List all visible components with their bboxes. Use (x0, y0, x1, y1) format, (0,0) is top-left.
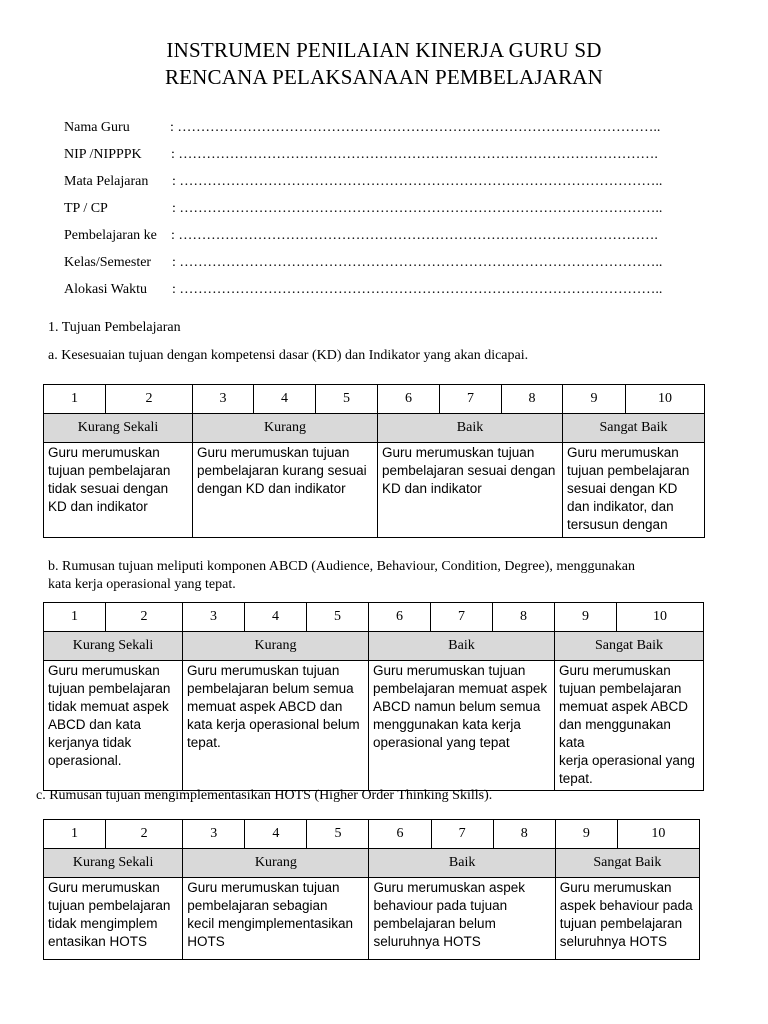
description-line: dan indikator, dan (567, 499, 674, 514)
description-line: memuat aspek ABCD dan (187, 699, 343, 714)
description-kurang-sekali (44, 878, 183, 960)
criterion-a-heading: a. Kesesuaian tujuan dengan kompetensi dasar (KD) dan Indikator yang akan dicapai. (48, 348, 529, 363)
category-baik: Baik (378, 414, 563, 443)
description-line: dan menggunakan kata (559, 717, 671, 750)
field-label: NIP /NIPPPK (64, 147, 142, 162)
description-baik (369, 661, 555, 791)
score-cell: 9 (555, 603, 617, 632)
field-mata-pelajaran (64, 172, 724, 199)
description-line: Guru merumuskan (559, 880, 672, 895)
description-line: tujuan pembelajaran (48, 898, 171, 913)
field-pembelajaran-ke (64, 226, 724, 253)
description-row (44, 443, 705, 538)
category-sangat-baik: Sangat Baik (563, 414, 705, 443)
document-title-line2: RENCANA PELAKSANAAN PEMBELAJARAN (164, 65, 604, 89)
category-row (44, 849, 700, 878)
description-line: kerjanya tidak (48, 735, 132, 750)
score-cell: 6 (378, 385, 440, 414)
category-sangat-baik: Sangat Baik (555, 632, 704, 661)
score-cell: 4 (245, 603, 307, 632)
field-value: : ………………………………………………………………………………………….. (170, 120, 661, 135)
identity-fields (64, 118, 724, 307)
description-line: tersusun dengan (567, 517, 668, 532)
score-row (44, 820, 700, 849)
rubric-table-c (43, 819, 700, 960)
description-line: seluruhnya HOTS (373, 934, 481, 949)
description-line: pembelajaran belum (373, 916, 496, 931)
field-label: Alokasi Waktu (64, 282, 147, 297)
description-line: Guru merumuskan (48, 445, 160, 460)
criterion-b-heading-line2: kata kerja operasional yang tepat. (48, 577, 236, 592)
description-line: Guru merumuskan (48, 663, 160, 678)
score-cell: 3 (183, 603, 245, 632)
description-kurang (183, 878, 369, 960)
score-cell: 6 (369, 820, 431, 849)
description-kurang-sekali (44, 661, 183, 791)
category-baik: Baik (369, 849, 555, 878)
score-cell: 9 (555, 820, 617, 849)
description-sangat-baik (555, 878, 699, 960)
category-kurang-sekali: Kurang Sekali (44, 414, 193, 443)
field-value: : ………………………………………………………………………………………….. (172, 174, 663, 189)
description-line: dengan KD dan indikator (197, 481, 346, 496)
criterion-b-heading-line1: b. Rumusan tujuan meliputi komponen ABCD (Audience, Behaviour, Condition, Degree), menggunakan (48, 559, 635, 574)
category-kurang-sekali: Kurang Sekali (44, 849, 183, 878)
description-line: pembelajaran kurang sesuai (197, 463, 367, 478)
description-line: KD dan indikator (48, 499, 148, 514)
field-label: Kelas/Semester (64, 255, 152, 270)
description-row (44, 661, 704, 791)
field-label: TP / CP (64, 201, 108, 216)
description-line: kata kerja operasional belum (187, 717, 360, 732)
description-line: tujuan pembelajaran (559, 681, 682, 696)
category-sangat-baik: Sangat Baik (555, 849, 699, 878)
description-line: Guru merumuskan aspek (373, 880, 526, 895)
description-line: ABCD dan kata (48, 717, 142, 732)
score-cell: 10 (617, 820, 699, 849)
score-cell: 1 (44, 820, 106, 849)
description-line: pembelajaran memuat aspek (373, 681, 548, 696)
rubric-table-b (43, 602, 704, 791)
field-kelas-semester (64, 253, 724, 280)
document-title-line1: INSTRUMEN PENILAIAN KINERJA GURU SD (166, 38, 602, 62)
description-kurang-sekali (44, 443, 193, 538)
description-line: pembelajaran sebagian (187, 898, 328, 913)
field-label: Pembelajaran ke (64, 228, 157, 243)
score-cell: 8 (493, 603, 555, 632)
score-row (44, 385, 705, 414)
description-line: seluruhnya HOTS (559, 934, 668, 949)
description-line: tidak sesuai dengan (48, 481, 169, 496)
description-line: Guru merumuskan tujuan (373, 663, 526, 678)
score-cell: 2 (106, 603, 183, 632)
description-line: Guru merumuskan (559, 663, 671, 678)
category-kurang: Kurang (183, 632, 369, 661)
description-line: pembelajaran sesuai dengan (382, 463, 556, 478)
score-cell: 1 (44, 603, 106, 632)
score-cell: 10 (626, 385, 705, 414)
description-kurang (183, 661, 369, 791)
score-cell: 8 (493, 820, 555, 849)
description-line: aspek behaviour pada (559, 898, 693, 913)
description-line: tujuan pembelajaran (48, 463, 171, 478)
description-line: kerja operasional yang (559, 753, 695, 768)
description-line: menggunakan kata kerja (373, 717, 521, 732)
score-cell: 8 (502, 385, 563, 414)
score-cell: 7 (440, 385, 502, 414)
category-kurang: Kurang (193, 414, 378, 443)
description-line: Guru merumuskan (567, 445, 679, 460)
description-line: kecil mengimplementasikan (187, 916, 354, 931)
score-row (44, 603, 704, 632)
score-cell: 1 (44, 385, 106, 414)
description-line: tidak mengimplem (48, 916, 158, 931)
score-cell: 10 (617, 603, 704, 632)
score-cell: 5 (307, 603, 369, 632)
description-line: KD dan indikator (382, 481, 482, 496)
criterion-c-heading: c. Rumusan tujuan mengimplementasikan HOTS (Higher Order Thinking Skills). (36, 788, 493, 803)
description-sangat-baik (555, 661, 704, 791)
field-tp-cp (64, 199, 724, 226)
description-line: ABCD namun belum semua (373, 699, 541, 714)
score-cell: 4 (245, 820, 307, 849)
score-cell: 5 (316, 385, 378, 414)
field-value: : ………………………………………………………………………………………….. (172, 255, 663, 270)
description-baik (378, 443, 563, 538)
score-cell: 5 (307, 820, 369, 849)
score-cell: 9 (563, 385, 626, 414)
rubric-table-a (43, 384, 705, 538)
description-line: operasional yang tepat (373, 735, 510, 750)
field-value: : ………………………………………………………………………………………….. (172, 201, 663, 216)
field-value: : …………………………………………………………………………………………. (171, 147, 658, 162)
description-line: entasikan HOTS (48, 934, 148, 949)
field-value: : ………………………………………………………………………………………….. (172, 282, 663, 297)
category-kurang: Kurang (183, 849, 369, 878)
description-line: tujuan pembelajaran (567, 463, 690, 478)
category-row (44, 414, 705, 443)
score-cell: 2 (106, 385, 193, 414)
category-kurang-sekali: Kurang Sekali (44, 632, 183, 661)
description-line: behaviour pada tujuan (373, 898, 508, 913)
score-cell: 6 (369, 603, 431, 632)
description-line: Guru merumuskan (48, 880, 160, 895)
description-line: tujuan pembelajaran (48, 681, 171, 696)
description-line: pembelajaran belum semua (187, 681, 354, 696)
description-line: Guru merumuskan tujuan (187, 880, 340, 895)
description-line: HOTS (187, 934, 225, 949)
section-heading: 1. Tujuan Pembelajaran (48, 320, 181, 335)
description-sangat-baik (563, 443, 705, 538)
description-line: Guru merumuskan tujuan (187, 663, 340, 678)
score-cell: 7 (431, 603, 493, 632)
category-baik: Baik (369, 632, 555, 661)
field-nama-guru (64, 118, 724, 145)
field-label: Mata Pelajaran (64, 174, 149, 189)
description-line: tepat. (187, 735, 221, 750)
field-nip (64, 145, 724, 172)
score-cell: 3 (193, 385, 254, 414)
field-alokasi-waktu (64, 280, 724, 307)
score-cell: 3 (183, 820, 245, 849)
score-cell: 4 (254, 385, 316, 414)
score-cell: 2 (106, 820, 183, 849)
field-value: : …………………………………………………………………………………………. (171, 228, 658, 243)
description-line: memuat aspek ABCD (559, 699, 689, 714)
field-label: Nama Guru (64, 120, 130, 135)
description-line: Guru merumuskan tujuan (382, 445, 535, 460)
description-line: tujuan pembelajaran (559, 916, 683, 931)
description-line: operasional. (48, 753, 122, 768)
description-line: Guru merumuskan tujuan (197, 445, 350, 460)
description-kurang (193, 443, 378, 538)
description-line: tidak memuat aspek (48, 699, 169, 714)
score-cell: 7 (431, 820, 493, 849)
description-row (44, 878, 700, 960)
description-line: sesuai dengan KD (567, 481, 678, 496)
description-line: tepat. (559, 771, 593, 786)
description-baik (369, 878, 555, 960)
category-row (44, 632, 704, 661)
